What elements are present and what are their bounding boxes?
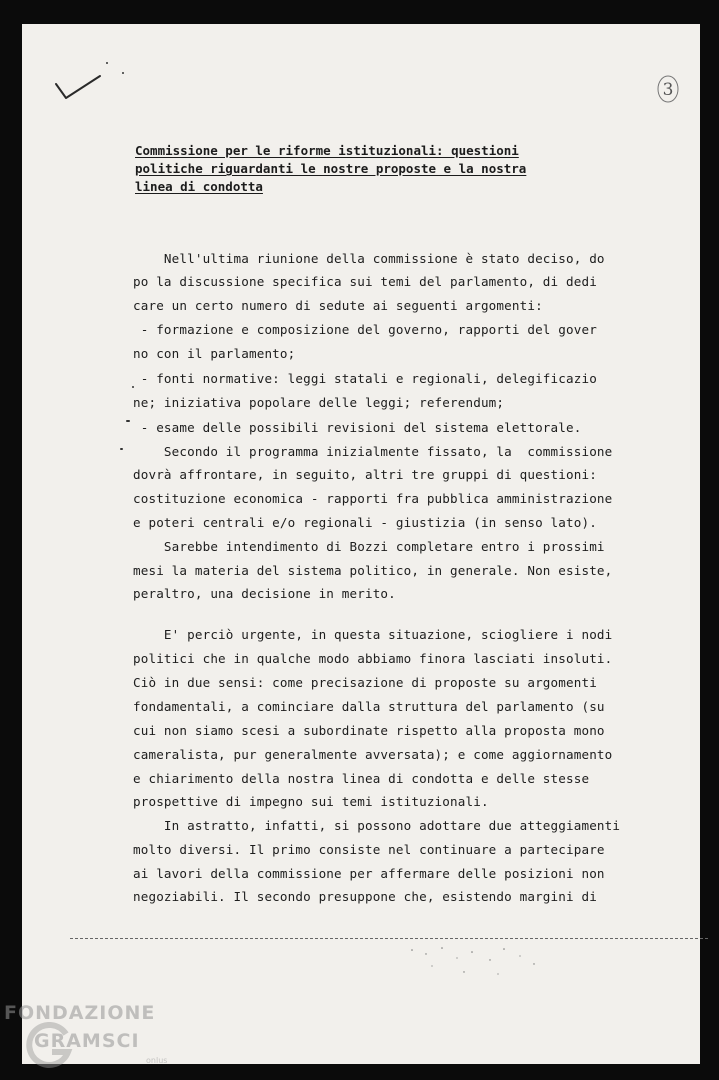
body-line: po la discussione specifica sui temi del parlamento, di dedi (133, 274, 597, 289)
body-line: e poteri centrali e/o regionali - giustizia (in senso lato). (133, 515, 597, 530)
body-line: molto diversi. Il primo consiste nel continuare a partecipare (133, 842, 605, 857)
title-line: linea di condotta (135, 179, 263, 194)
watermark-line1: FONDAZIONE (4, 1002, 156, 1024)
body-line: costituzione economica - rapporti fra pubblica amministrazione (133, 491, 613, 506)
body-line: E' perciò urgente, in questa situazione, sciogliere i nodi (133, 627, 613, 642)
document-title (135, 142, 595, 196)
body-line: - fonti normative: leggi statali e regionali, delegificazio (133, 371, 597, 386)
body-line: prospettive di impegno sui temi istituzionali. (133, 794, 489, 809)
body-line: mesi la materia del sistema politico, in generale. Non esiste, (133, 563, 613, 578)
ink-speck (106, 62, 108, 64)
page-number-handwritten (656, 74, 680, 104)
title-line: Commissione per le riforme istituzionali: questioni (135, 143, 519, 158)
body-line: politici che in qualche modo abbiamo finora lasciati insoluti. (133, 651, 613, 666)
body-line: Nell'ultima riunione della commissione è stato deciso, do (133, 251, 605, 266)
watermark-line2: GRAMSCI (34, 1030, 140, 1052)
body-line: care un certo numero di sedute ai seguenti argomenti: (133, 298, 543, 313)
body-line: ne; iniziativa popolare delle leggi; referendum; (133, 395, 505, 410)
photocopy-specks (402, 944, 552, 984)
margin-mark (120, 448, 123, 450)
body-line: Secondo il programma inizialmente fissato, la commissione (133, 444, 613, 459)
fondazione-gramsci-watermark (4, 1002, 204, 1076)
photocopy-edge-line (70, 938, 708, 942)
body-line: Sarebbe intendimento di Bozzi completare entro i prossimi (133, 539, 605, 554)
body-line: peraltro, una decisione in merito. (133, 586, 396, 601)
body-line: - esame delle possibili revisioni del sistema elettorale. (133, 420, 582, 435)
margin-mark (132, 386, 134, 388)
body-line: In astratto, infatti, si possono adottare due atteggiamenti (133, 818, 621, 833)
body-line: Ciò in due sensi: come precisazione di proposte su argomenti (133, 675, 597, 690)
watermark-small: onlus (146, 1056, 168, 1065)
body-line: cameralista, pur generalmente avversata); e come aggiornamento (133, 747, 613, 762)
body-line: e chiarimento della nostra linea di condotta e delle stesse (133, 771, 590, 786)
body-line: cui non siamo scesi a subordinate rispetto alla proposta mono (133, 723, 605, 738)
title-line: politiche riguardanti le nostre proposte e la nostra (135, 161, 527, 176)
page-number-text: 3 (662, 80, 674, 100)
ink-speck (122, 72, 124, 74)
body-line: fondamentali, a cominciare dalla struttura del parlamento (su (133, 699, 605, 714)
margin-mark (126, 420, 130, 422)
body-line: - formazione e composizione del governo, rapporti del gover (133, 322, 597, 337)
checkmark-annotation (52, 72, 104, 102)
body-line: negoziabili. Il secondo presuppone che, esistendo margini di (133, 889, 597, 904)
body-line: no con il parlamento; (133, 346, 296, 361)
body-line: dovrà affrontare, in seguito, altri tre gruppi di questioni: (133, 467, 597, 482)
body-line: ai lavori della commissione per affermare delle posizioni non (133, 866, 605, 881)
